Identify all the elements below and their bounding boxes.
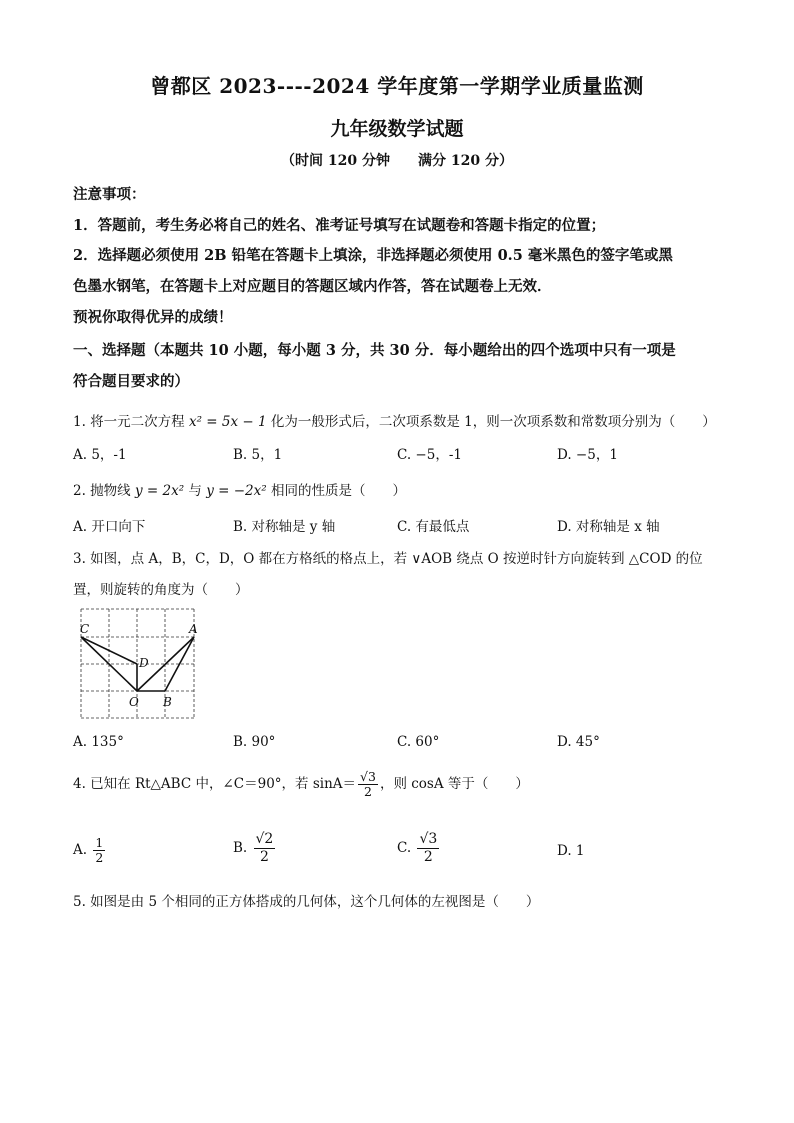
time-info: （时间 120 分钟 满分 120 分）	[281, 153, 513, 169]
q3-option-d: D. 45°	[557, 734, 600, 750]
notice-item-2-line-2: 色墨水钢笔，在答题卡上对应题目的答题区域内作答，答在试题卷上无效．	[73, 278, 552, 295]
segment-ab	[165, 637, 194, 691]
q3-grid-figure	[75, 600, 205, 725]
notice-item-1: 1．答题前，考生务必将自己的姓名、准考证号填写在试题卷和答题卡指定的位置；	[73, 217, 606, 234]
q4-option-c: C. $\frac{√3}{2}$	[397, 831, 438, 865]
notice-heading: 注意事项：	[73, 186, 146, 203]
label-o: O	[129, 695, 139, 709]
notice-item-2-line-1: 2．选择题必须使用 2B 铅笔在答题卡上填涂，非选择题必须使用 0.5 毫米黑色的签字笔或黑	[73, 247, 673, 264]
q1-option-c: C. −5，-1	[397, 447, 462, 463]
question-4-prefix: 4. 已知在 Rt△ABC 中，∠C＝90°，若 sinA＝	[73, 776, 357, 792]
question-2-mid: 与	[188, 483, 202, 499]
exam-subtitle: 九年级数学试题	[330, 118, 464, 140]
q3-option-a: A. 135°	[73, 734, 124, 750]
q3-option-c: C. 60°	[397, 734, 440, 750]
question-3-line-2: 置，则旋转的角度为（ ）	[73, 582, 249, 598]
question-1-suffix: 化为一般形式后，二次项系数是 1，则一次项系数和常数项分别为（ ）	[270, 414, 716, 430]
question-3-line-1: 3. 如图，点 A，B，C，D，O 都在方格纸的格点上，若 ∨AOB 绕点 O 按逆时针方向旋转到 △COD 的位	[73, 551, 703, 567]
section1-heading-line-2: 符合题目要求的）	[73, 373, 189, 390]
question-2-eq2: y = −2x²	[206, 483, 267, 499]
q4-option-d: D. 1	[557, 843, 585, 859]
q1-option-b: B. 5，1	[233, 447, 283, 463]
notice-wish: 预祝你取得优异的成绩！	[73, 309, 233, 326]
q2-option-a: A. 开口向下	[73, 519, 146, 535]
label-c: C	[80, 622, 90, 636]
label-a: A	[189, 622, 198, 636]
question-2	[73, 479, 406, 499]
q2-option-c: C. 有最低点	[397, 519, 470, 535]
q2-option-b: B. 对称轴是 y 轴	[233, 519, 336, 535]
question-4	[73, 770, 529, 799]
question-5: 5. 如图是由 5 个相同的正方体搭成的几何体，这个几何体的左视图是（ ）	[73, 894, 540, 910]
question-1-prefix: 1. 将一元二次方程	[73, 414, 185, 430]
section1-heading-line-1: 一、选择题（本题共 10 小题，每小题 3 分，共 30 分．每小题给出的四个选项中只有一项是	[73, 342, 676, 359]
q1-option-d: D. −5，1	[557, 447, 618, 463]
label-b: B	[163, 695, 172, 709]
question-1	[73, 410, 716, 430]
q1-option-a: A. 5，-1	[73, 447, 127, 463]
q2-option-d: D. 对称轴是 x 轴	[557, 519, 660, 535]
q4-option-a: A. $\frac{1}{2}$	[73, 835, 104, 865]
question-2-eq1: y = 2x²	[134, 483, 185, 499]
question-1-equation: x² = 5x − 1	[188, 414, 267, 430]
label-d: D	[139, 656, 149, 670]
question-2-suffix: 相同的性质是（ ）	[270, 483, 406, 499]
q3-option-b: B. 90°	[233, 734, 276, 750]
question-4-fraction: $\frac{√3}{2}$	[360, 769, 376, 799]
exam-title: 曾都区 2023----2024 学年度第一学期学业质量监测	[150, 74, 644, 98]
question-2-prefix: 2. 抛物线	[73, 483, 131, 499]
question-4-suffix: ，则 cosA 等于（ ）	[379, 776, 529, 792]
q4-option-b: B. $\frac{√2}{2}$	[233, 831, 274, 865]
